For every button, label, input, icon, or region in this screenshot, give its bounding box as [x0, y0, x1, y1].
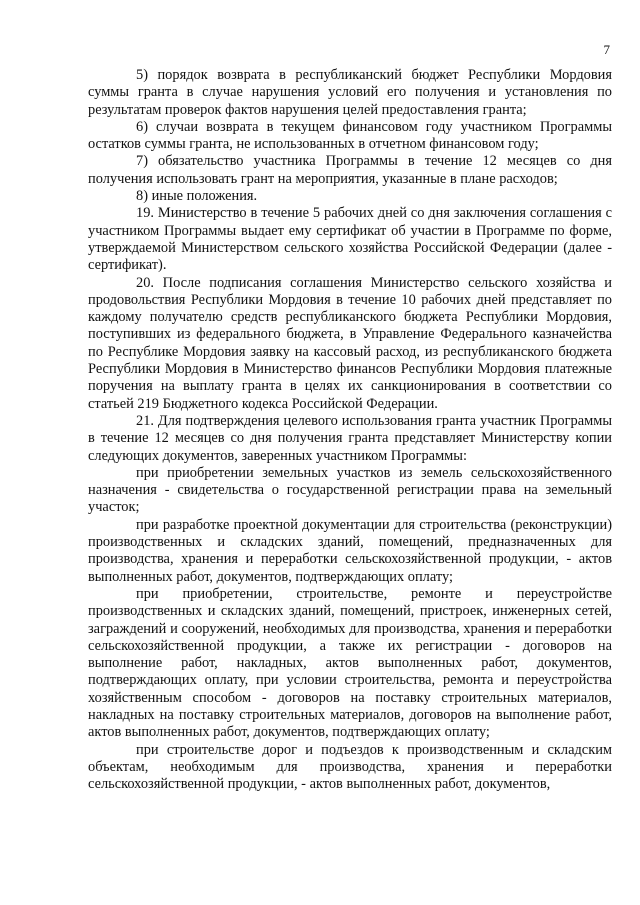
paragraph-item-8: 8) иные положения. — [136, 188, 258, 205]
paragraph-construction: при приобретении, строительстве, ремонте и переустройстве производственных и складских зданий, помещений, пристроек, инженерных сетей, заграждений и сооружений, необходимых для производства, хранения и переработки сельскохозяйственной продукции, а также их регистрации - договоров на выполнение работ, накладных, актов выполненных работ, документов, подтверждающих оплату, при условии строительства, ремонта и переустройства хозяйственным способом - договоров на поставку строительных материалов, накладных на поставку строительных материалов, договоров на выполнение работ, актов выполненных работ, документов, подтверждающих оплату; — [88, 585, 612, 741]
paragraph-clause-20: 20. После подписания соглашения Министерство сельского хозяйства и продовольствия Республики Мордовия в течение 10 рабочих дней представляет по каждому получателю средств республиканского бюджета Республики Мордовия, поступивших из федерального бюджета, в Управление Федерального казначейства по Республике Мордовия заявку на кассовый расход, из республиканского бюджета Республики Мордовия в Министерство финансов Республики Мордовия платежные поручения на выплату гранта в целях их санкционирования в соответствии со статьей 219 Бюджетного кодекса Российской Федерации. — [88, 274, 612, 412]
paragraph-clause-19: 19. Министерство в течение 5 рабочих дней со дня заключения соглашения с участником Программы выдает ему сертификат об участии в Программе по форме, утверждаемой Министерством сельского хозяйства Российской Федерации (далее - сертификат). — [88, 205, 612, 274]
paragraph-clause-21: 21. Для подтверждения целевого использования гранта участник Программы в течение 12 месяцев со дня получения гранта представляет Министерству копии следующих документов, заверенных участником Программы: — [88, 412, 612, 464]
paragraph-item-6: 6) случаи возврата в текущем финансовом году участником Программы остатков суммы гранта, не использованных в отчетном финансовом году; — [88, 118, 612, 153]
paragraph-item-5: 5) порядок возврата в республиканский бюджет Республики Мордовия суммы гранта в случае нарушения условий его получения и установления по результатам проверок фактов нарушения целей предоставления гранта; — [88, 67, 612, 118]
paragraph-roads: при строительстве дорог и подъездов к производственным и складским объектам, необходимым для производства, хранения и переработки сельскохозяйственной продукции, - актов выполненных работ, документов, — [88, 741, 612, 793]
paragraph-project-docs: при разработке проектной документации для строительства (реконструкции) производственных и складских зданий, помещений, предназначенных для производства, хранения и переработки сельскохозяйственной продукции, - актов выполненных работ, документов, подтверждающих оплату; — [88, 516, 612, 585]
paragraph-land-plots: при приобретении земельных участков из земель сельскохозяйственного назначения - свидетельства о государственной регистрации права на земельный участок; — [88, 464, 612, 516]
page-number: 7 — [603, 42, 610, 57]
paragraph-item-7: 7) обязательство участника Программы в течение 12 месяцев со дня получения использовать грант на мероприятия, указанные в плане расходов; — [88, 153, 612, 187]
document-body — [88, 67, 612, 793]
